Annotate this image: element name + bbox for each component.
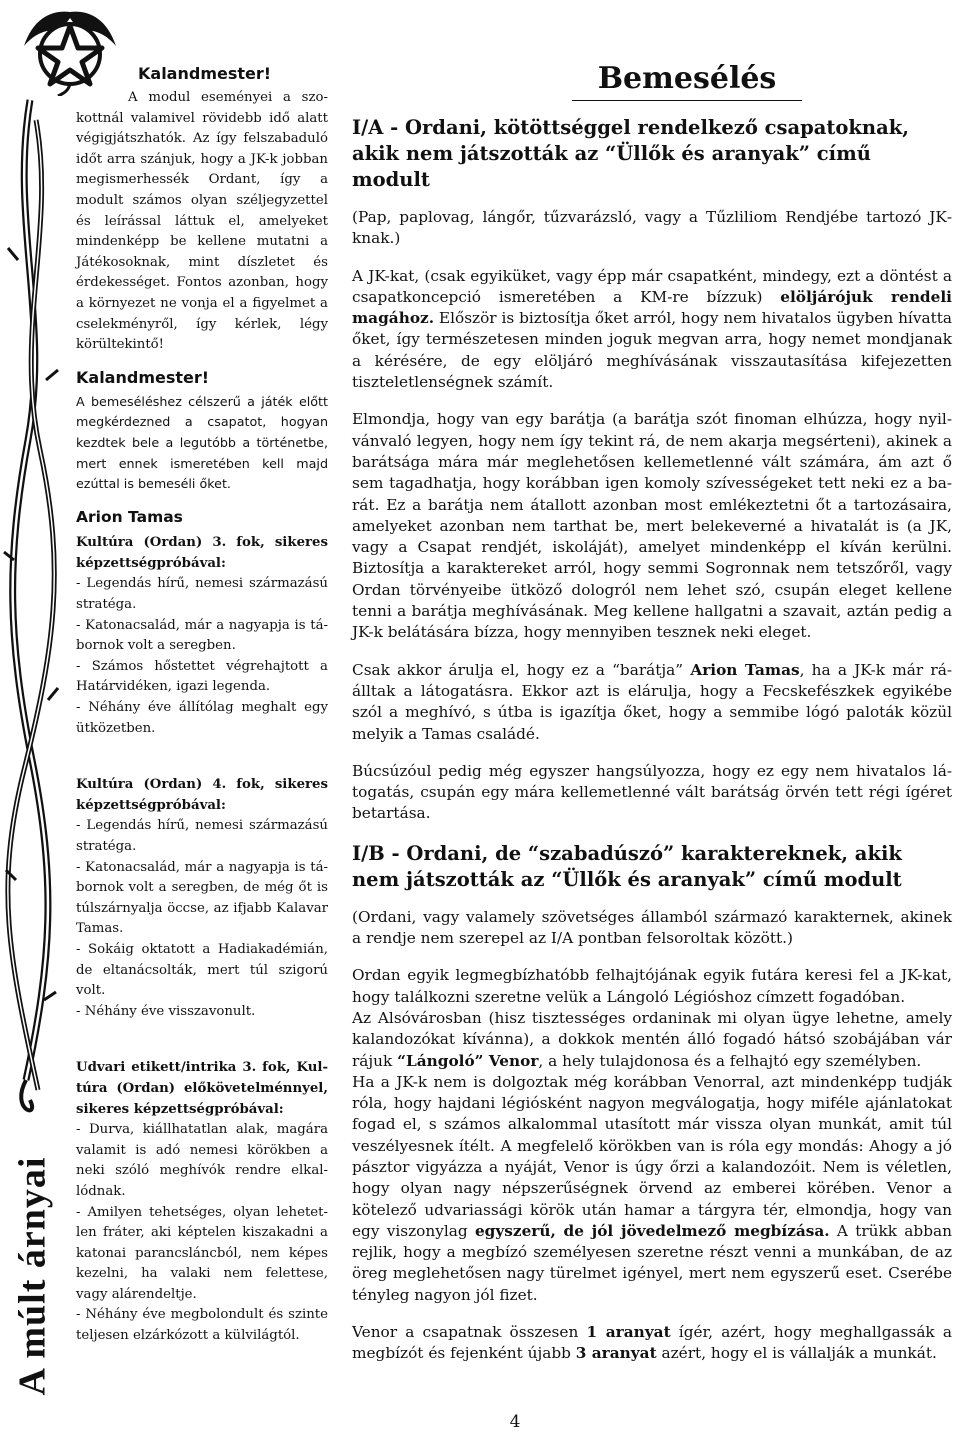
text-run: Csak akkor árulja el, hogy ez a “barátja” bbox=[352, 660, 691, 679]
text-run: , a hely tulajdonosa és a felhajtó egy személyben. bbox=[538, 1051, 922, 1070]
sidebar-column bbox=[76, 60, 328, 1347]
text-run: Az Alsóvárosban (hisz tisztességes ordaninak mi olyan ügye lehetne, amely kalandozókat kívánna), a dokkok mentén álló fogadó hátsó szobájában vár rájuk bbox=[352, 1008, 952, 1070]
text-run: A JK-kat, (csak egyiküket, vagy épp már csapatként, mindegy, ezt a döntést a csapatkoncepció ismeretében a KM-re bízzuk) bbox=[352, 266, 952, 306]
bold-run: Arion Tamas bbox=[690, 660, 800, 679]
ib-paragraph-4 bbox=[352, 1072, 952, 1306]
sidebar-heading-kalandmester-2: Kalandmester! bbox=[76, 367, 210, 387]
text-run: Ha a JK-k nem is dolgoztak még korábban Venorral, azt mindenképp tudják róla, hogy hajdani légiósként nagyon megválogatja, hogy miféle ajánlatokat fogad el, s számos alkalommal utasított már vissza olyan munkát, amit túl veszélyesnek ítélt. A megfelelő körökben van is róla egy mondás: Ahogy a jó pásztor vigyázza a nyáját, Venor is úgy őrzi a kalandozóit. Nem is véletlen, hogy olyan nagy népszerűségnek örvend az emberei körében. Venor a kötelező udvariassági körök után hamar a tárgyra tér, elmondja, hogy van egy viszonylag bbox=[352, 1072, 952, 1240]
text-run: azért, hogy el is vállalják a munkát. bbox=[656, 1344, 937, 1363]
ia-paragraph-5: Búcsúzóul pedig még egyszer hangsúlyozza, hogy ez egy nem hivatalos látogatás, csupán egy mára kellemetlenné vált barátság örvén tett régi ígéret betartása. bbox=[352, 761, 952, 823]
sidebar-paragraph-1: A modul eseményei a szokottnál valamivel rövidebb idő alatt végigjátszhatók. Az így felszabaduló időt arra szánjuk, hogy a JK-k jobban megismerhessék Ordant, így a modult számos olyan széljegyzettel és leírással láttuk el, amelyeket mindenképp be kellene mutatni a Játékosoknak, mint díszletet és érdekességet. Fontos azonban, hogy a környezet ne vonja el a figyelmet a cselekményről, így kérlek, légy körültekintő! bbox=[76, 90, 328, 353]
spacer bbox=[76, 739, 328, 761]
skill-block-title-3: Udvari etikett/intrika 3. fok, Kultúra (Ordan) előkövetelménnyel, sikeres képzettségpróbával: bbox=[76, 1060, 328, 1117]
text-run: A trükk abban rejlik, hogy a megbízó személyesen szeretne részt venni a munkában, de az öreg meglehetősen nagy türelmet igényel, mert nem egyszerű eset. Cserébe tényleg nagyon jól fizet. bbox=[352, 1221, 952, 1304]
skill-2-item: - Legendás hírű, nemesi származású stratéga. bbox=[76, 818, 328, 854]
skill-1-item: - Néhány éve állítólag meghalt egy ütközetben. bbox=[76, 700, 328, 736]
ia-paragraph-2 bbox=[352, 266, 952, 394]
skill-2-item: - Katonacsalád, már a nagyapja is tábornok volt a seregben, de még őt is túlszárnyalja öccse, az ifjabb Kalavar Tamas. bbox=[76, 859, 328, 937]
ib-paragraph-1: (Ordani, vagy valamely szövetséges államból származó karakternek, akinek a rendje nem szerepel az I/A pontban felsoroltak között.) bbox=[352, 907, 952, 948]
text-run: ígér, azért, hogy meghallgassák a megbízót és fejenként újabb bbox=[352, 1323, 952, 1363]
vine-curl bbox=[21, 1080, 32, 1110]
sidebar-heading-kalandmester-1: Kalandmester! bbox=[138, 64, 272, 83]
page-number: 4 bbox=[509, 1412, 521, 1432]
spine-title bbox=[4, 1111, 60, 1441]
bold-run: “Lángoló” Venor bbox=[397, 1051, 539, 1070]
skill-1-item: - Katonacsalád, már a nagyapja is tábornok volt a seregben. bbox=[76, 617, 328, 654]
section-heading-ib: I/B - Ordani, de “szabadúszó” karaktereknek, akik nem játszották az “Üllők és aranyak” című modult bbox=[352, 841, 902, 891]
text-run: Először is biztosítja őket arról, hogy nem hivatalos ügyben hívatta őket, így természetesen minden joguk megvan arra, hogy nemet mondjanak a kérésére, de egy elöljáró meghívásának visszautasítása kifejezetten tiszteletlenségnek számít. bbox=[352, 309, 952, 392]
bold-run: egyszerű, de jól jövedelmező megbízása. bbox=[474, 1221, 830, 1240]
bold-run: elöljárójuk rendeli magához. bbox=[352, 287, 952, 328]
ib-paragraph-5 bbox=[352, 1322, 952, 1365]
sidebar-paragraph-2: A bemeséléshez célszerű a játék előtt megkérdezned a csapatot, hogyan kezdtek bele a legutóbb a történetbe, mert ennek ismeretében kell majd ezúttal is bemeséli őket. bbox=[76, 393, 328, 492]
vine-strand bbox=[13, 100, 48, 1080]
skill-1-item: - Legendás hírű, nemesi származású stratéga. bbox=[76, 576, 328, 613]
spacer bbox=[76, 1022, 328, 1044]
text-run: Venor a csapatnak összesen bbox=[352, 1323, 587, 1342]
skill-3-item: - Durva, kiállhatatlan alak, magára valamit is adó nemesi körökben a neki szóló meghívók rendre elkallódnak. bbox=[76, 1122, 328, 1199]
skill-block-title-1: Kultúra (Ordan) 3. fok, sikeres képzettségpróbával: bbox=[76, 535, 328, 571]
spine-title-text: A múlt árnyai bbox=[11, 1156, 53, 1396]
ia-paragraph-1: (Pap, paplovag, lángőr, tűzvarázsló, vagy a Tűzliliom Rendjébe tartozó JKknak.) bbox=[352, 208, 952, 248]
emblem-tail bbox=[58, 84, 70, 96]
page-title: Bemesélés bbox=[572, 60, 802, 101]
ib-paragraph-3 bbox=[352, 1008, 952, 1072]
skill-2-item: - Néhány éve visszavonult. bbox=[76, 1003, 256, 1019]
skill-3-item: - Néhány éve megbolondult és szinte teljesen elzárkózott a külvilágtól. bbox=[76, 1307, 328, 1344]
bold-run: 3 aranyat bbox=[575, 1344, 657, 1363]
ia-paragraph-3: Elmondja, hogy van egy barátja (a barátja szót finoman elhúzza, hogy nyilvánvaló legyen, hogy nem így tekint rá, de nem akarja megsérteni), akinek a barátsága mára már meglehetősen kellemetlenné vált számára, ám azt ő sem tagadhatja, hogy korábban igen komoly szívességeket tett neki ez a barát. Ez a barátja nem átallott azonban most emlékeztetni őt a tartozásaira, amelyeket azonban nem tarthat be, mert belekeverné a hivatalát is (a JK, vagy a Csapat rendjét, iskoláját), amelyet mindenképp el kíván kerülni. Biztosítja a karaktereket arról, hogy semmi Sogronnak nem tetszőről, vagy Ordan törvényeibe ütköző dologról nem lehet szó, csupán eleget kellene tenni a barátja meghívásának. Meg kellene hallgatni a szavait, aztán pedig a JK-k belátására bízza, hogy mennyiben tesznek neki eleget. bbox=[352, 410, 952, 642]
skill-3-item: - Amilyen tehetséges, olyan lehetetlen fráter, aki képtelen kiszakadni a katonai parancsláncból, nem képes kezelni, ha valaki nem felettese, vagy alárendeltje. bbox=[76, 1204, 328, 1302]
skill-1-item: - Számos hőstettet végrehajtott a Határvidéken, igazi legenda. bbox=[76, 658, 328, 695]
skill-2-item: - Sokáig oktatott a Hadiakadémián, de eltanácsolták, mert túl szigorú volt. bbox=[76, 941, 328, 999]
ib-paragraph-2: Ordan egyik legmegbízhatóbb felhajtójának egyik futára keresi fel a JK-kat, hogy találkozni szeretne velük a Lángoló Légióshoz címzett fogadóban. bbox=[352, 966, 952, 1006]
text-run: , ha a JK-k már ráálltak a látogatásra. Ekkor azt is elárulja, hogy a Fecskefészkek egyikébe szól a meghívó, s útba is igazítja őket, hogy a semmibe lógó paloták közül melyik a Tamas családé. bbox=[352, 660, 953, 743]
skill-block-title-2: Kultúra (Ordan) 4. fok, sikeres képzettségpróbával: bbox=[76, 777, 328, 813]
section-heading-ia: I/A - Ordani, kötöttséggel rendelkező csapatoknak, akik nem játszották az “Üllők és aranyak” című modult bbox=[352, 116, 910, 191]
bold-run: 1 aranyat bbox=[586, 1323, 671, 1342]
ia-paragraph-4 bbox=[352, 660, 952, 745]
sidebar-heading-arion-tamas: Arion Tamas bbox=[76, 507, 183, 526]
main-column bbox=[352, 60, 952, 1381]
